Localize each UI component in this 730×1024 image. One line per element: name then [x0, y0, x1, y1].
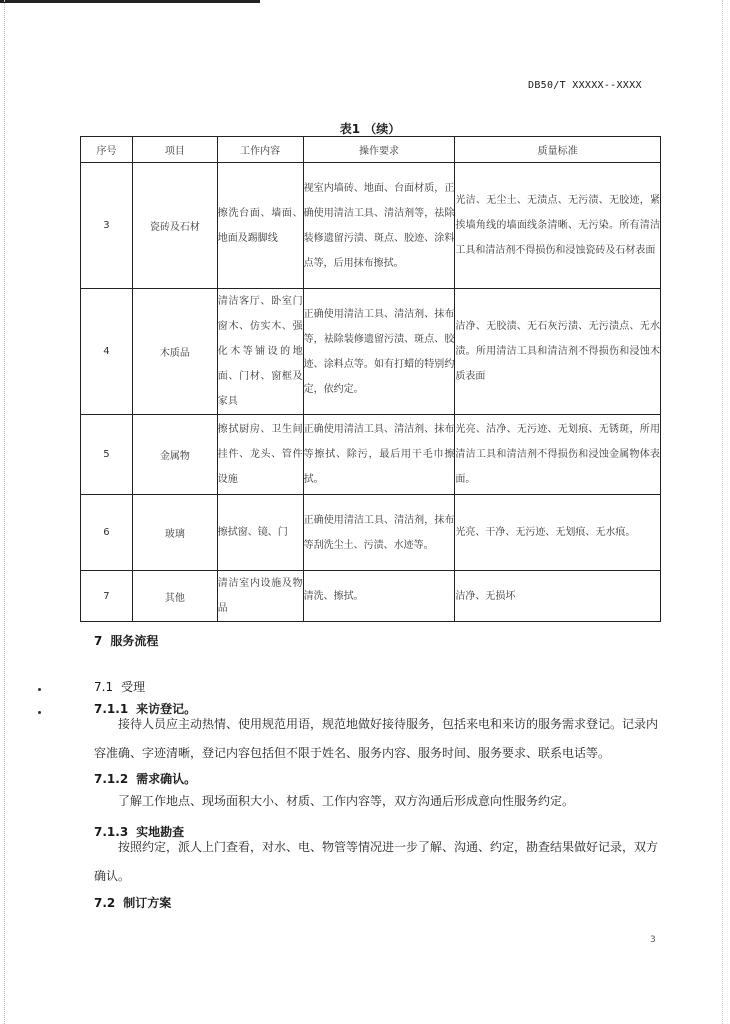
table-row [81, 571, 661, 622]
table-header-row [81, 137, 661, 163]
cell-operation: 正确使用清洁工具、清洁剂、抹布等擦拭、除污，最后用干毛巾擦拭。 [303, 415, 455, 495]
margin-dot [38, 688, 41, 691]
section-heading-7-2 [94, 894, 171, 911]
margin-dot [38, 711, 41, 714]
cell-standard: 光亮、干净、无污迹、无划痕、无水痕。 [455, 495, 661, 571]
cell-item: 其他 [132, 571, 217, 622]
table-row [81, 163, 661, 289]
cell-no: 7 [81, 571, 133, 622]
section-title: 服务流程 [110, 634, 159, 648]
col-header-standard: 质量标准 [455, 137, 661, 163]
cell-operation: 正确使用清洁工具、清洁剂、抹布等，袪除装修遗留污渍、斑点、胶迹、涂料点等。如有打蜡的特别约定，依约定。 [303, 289, 455, 415]
cleaning-standards-table [80, 136, 661, 622]
section-title: 来访登记。 [136, 702, 197, 716]
table-row [81, 289, 661, 415]
paragraph-7-1-1: 接待人员应主动热情、使用规范用语，规范地做好接待服务，包括来电和来访的服务需求登记。记录内容准确、字迹清晰，登记内容包括但不限于姓名、服务内容、服务时间、服务要求、联系电话等。 [94, 717, 659, 760]
section-number: 7 [94, 634, 103, 648]
col-header-no: 序号 [81, 137, 133, 163]
cell-operation: 清洗、擦拭。 [303, 571, 455, 622]
cell-content: 擦拭厨房、卫生间挂件、龙头、管件设施 [217, 415, 303, 495]
cell-no: 6 [81, 495, 133, 571]
cell-no: 5 [81, 415, 133, 495]
scan-edge-right [722, 0, 724, 1024]
cell-item: 金属物 [132, 415, 217, 495]
cell-item: 玻璃 [132, 495, 217, 571]
section-title: 需求确认。 [136, 772, 197, 786]
table-row [81, 495, 661, 571]
cell-content: 擦拭窗、镜、门 [217, 495, 303, 571]
section-number: 7.1.3 [94, 825, 129, 839]
col-header-operation: 操作要求 [303, 137, 455, 163]
cell-standard: 洁净、无胶渍、无石灰污渍、无污渍点、无水渍。所用清洁工具和清洁剂不得损伤和浸蚀木质表面 [455, 289, 661, 415]
page-number: 3 [650, 935, 656, 945]
paragraph-7-1-3: 按照约定，派人上门查看，对水、电、物管等情况进一步了解、沟通、约定，勘查结果做好记录，双方确认。 [94, 840, 659, 883]
table-caption: 表1 （续） [339, 122, 401, 136]
section-number: 7.2 [94, 896, 116, 910]
cell-content: 清洁客厅、卧室门窗木、仿实木、强化木等铺设的地面、门材、窗框及家具 [217, 289, 303, 415]
section-title: 受理 [121, 680, 146, 694]
scan-edge-left [0, 0, 5, 1024]
cell-content: 擦洗台面、墙面、地面及踢脚线 [217, 163, 303, 289]
col-header-content: 工作内容 [217, 137, 303, 163]
section-number: 7.1.1 [94, 702, 129, 716]
paragraph-7-1-2: 了解工作地点、现场面积大小、材质、工作内容等，双方沟通后形成意向性服务约定。 [118, 794, 575, 808]
top-rule [0, 0, 260, 3]
section-title: 实地勘查 [136, 825, 185, 839]
cell-content: 清洁室内设施及物品 [217, 571, 303, 622]
section-number: 7.1.2 [94, 772, 129, 786]
section-number: 7.1 [94, 680, 114, 694]
cell-operation: 视室内墙砖、地面、台面材质，正确使用清洁工具、清洁剂等，祛除装修遗留污渍、斑点、胶迹、涂料点等，后用抹布擦拭。 [303, 163, 455, 289]
cell-standard: 光亮、洁净、无污迹、无划痕、无锈斑，所用清洁工具和清洁剂不得损伤和浸蚀金属物体表面。 [455, 415, 661, 495]
table-row [81, 415, 661, 495]
cell-no: 4 [81, 289, 133, 415]
section-title: 制订方案 [123, 896, 172, 910]
document-code: DB50/T XXXXX--XXXX [528, 80, 642, 91]
col-header-item: 项目 [132, 137, 217, 163]
section-heading-7-1-2 [94, 770, 196, 787]
cell-item: 木质品 [132, 289, 217, 415]
section-heading-7 [94, 632, 158, 649]
cell-standard: 洁净、无损坏 [455, 571, 661, 622]
section-heading-7-1 [94, 678, 145, 695]
cell-operation: 正确使用清洁工具、清洁剂，抹布等刮洗尘土、污渍、水迹等。 [303, 495, 455, 571]
cell-no: 3 [81, 163, 133, 289]
cell-item: 瓷砖及石材 [132, 163, 217, 289]
cell-standard: 光洁、无尘土、无渍点、无污渍、无胶迹，紧挨墙角线的墙面线条清晰、无污染。所有清洁工具和清洁剂不得损伤和浸蚀瓷砖及石材表面 [455, 163, 661, 289]
